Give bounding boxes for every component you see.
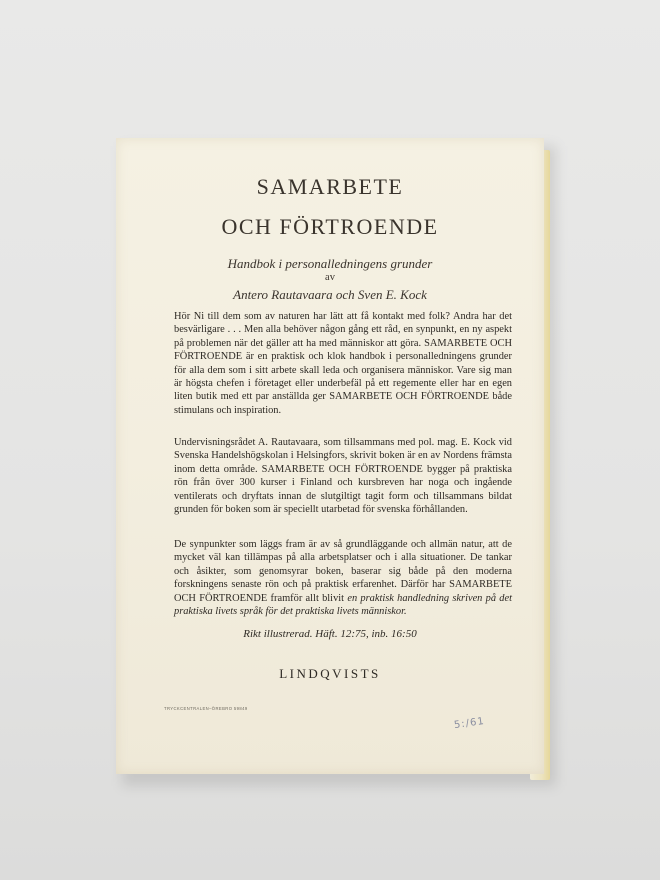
book-title-line-2: OCH FÖRTROENDE xyxy=(221,214,439,239)
book-authors: Antero Rautavaara och Sven E. Kock xyxy=(233,287,427,302)
handwritten-note: 5:/61 xyxy=(453,715,486,732)
book-back-cover xyxy=(116,138,544,774)
blurb-paragraph-3-text: De synpunkter som läggs fram är av så grundläggande och allmän natur, att de mycket väl kan tillämpas på alla arbetsplatser och i alla situationer. De tankar och åsikter, som genomsyrar boken, baserar sig både på den moderna forskningens senaste rön och på praktisk erfarenhet. Därför har SAMARBETE OCH FÖRTROENDE framför allt blivit xyxy=(174,539,512,604)
blurb-paragraph-3-emphasis: en praktisk handledning skriven på det praktiska livets språk för det praktiska livets människor. xyxy=(174,592,513,618)
blurb-paragraph-1: Hör Ni till dem som av naturen har lätt att få kontakt med folk? Andra har det besvärligare . . . Men alla behöver någon gång ett råd, en synpunkt, en ny aspekt på problemen när det gäller att ha med människor att göra. SAMARBETE OCH FÖRTROENDE är en praktisk och klok handbok i personalledningens grunder för alla dem som i sitt arbete skall leda och organisera människor. Vare sig man är högsta chefen i företaget eller underbefäl på ett regemente eller har en egen liten butik med ett par anställda ger SAMARBETE OCH FÖRTROENDE både stimulans och inspiration. xyxy=(174,311,512,416)
blurb-paragraph-2: Undervisningsrådet A. Rautavaara, som tillsammans med pol. mag. E. Kock vid Svenska Handelshögskolan i Helsingfors, skrivit boken är en av Nordens främsta inom detta område. SAMARBETE OCH FÖRTROENDE bygger på praktiska rön från över 300 kurser i Finland och kursbreven har noga och ingående ventilerats och dryftats innan de slutgiltigt tagit form och tillsammans bildat grunden för boken som är speciellt utarbetad för svenska förhållanden. xyxy=(174,437,512,516)
blurb-paragraph-3 xyxy=(174,538,512,618)
by-word: av xyxy=(325,272,335,283)
book-title-line-1: SAMARBETE xyxy=(256,174,404,199)
price-line: Rikt illustrerad. Häft. 12:75, inb. 16:50 xyxy=(243,628,417,640)
publisher-name: LINDQVISTS xyxy=(279,666,381,681)
printer-imprint: TRYCKCENTRALEN–ÖREBRO 59849 xyxy=(164,706,248,711)
book-subtitle: Handbok i personalledningens grunder xyxy=(227,256,433,271)
cover-content xyxy=(116,138,544,774)
